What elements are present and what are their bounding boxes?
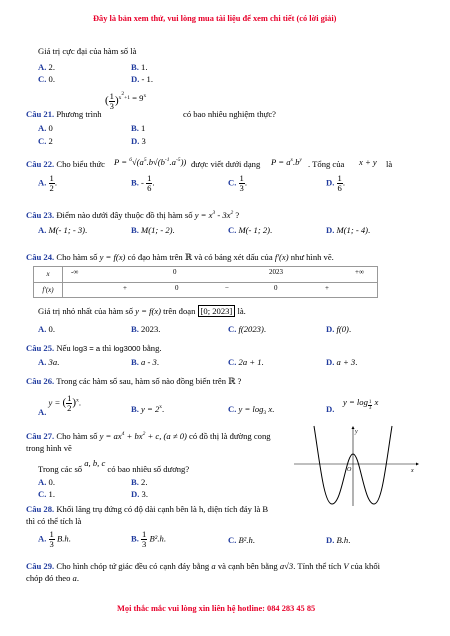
- question-stem: Khối lăng trụ đứng có độ dài cạnh bên là h, diện tích đáy là B: [56, 504, 269, 514]
- frac-num: 1: [49, 173, 54, 183]
- question-mid: được viết dưới dạng: [191, 159, 261, 169]
- ask-text: Trong các số: [38, 464, 83, 474]
- question-26: Câu 26. Trong các hàm số sau, hàm số nào đồng biến trên ℝ ?: [26, 376, 242, 386]
- question-stem: Trong các hàm số sau, hàm số nào đồng biến trên: [56, 376, 227, 386]
- question-number: Câu 26.: [26, 376, 55, 386]
- question-tail2: của khối: [350, 561, 381, 571]
- question-mid: thì: [102, 343, 112, 353]
- equation-21: ( $\frac{1}{3}$ )$^{x^2+1} = 9^x$: [105, 91, 147, 112]
- sign: +: [123, 283, 127, 292]
- sign-table-fp-label: f'(x): [34, 282, 63, 298]
- option-b-text: 1: [141, 62, 146, 72]
- sign-table-x-label: x: [34, 267, 63, 283]
- option-c[interactable]: C. 0.: [38, 74, 55, 84]
- option-b[interactable]: B. M(1; - 2).: [131, 225, 175, 235]
- x-value: +∞: [355, 268, 364, 276]
- question-stem: Nếu: [56, 343, 71, 353]
- question-24: Câu 24. Cho hàm số y = f(x) có đạo hàm trên ℝ và có bảng xét dấu của f'(x) như hình vẽ.: [26, 252, 334, 262]
- option-a[interactable]: A. $\frac{1}{3}$ B.h.: [38, 529, 71, 550]
- question-23: Câu 23. Điểm nào dưới đây thuộc đồ thị hàm số $y = x^3 - 3x^2$ ?: [26, 210, 240, 220]
- question-mid: có đạo hàm trên: [127, 252, 183, 262]
- option-d[interactable]: D. $\frac{1}{6}$ .: [326, 173, 345, 194]
- option-c-text: 2: [48, 136, 53, 146]
- option-d-text: a + 3: [336, 357, 356, 367]
- frac-den: 3: [239, 183, 244, 194]
- ask-text2: có bao nhiêu số dương?: [107, 464, 190, 474]
- option-c[interactable]: C. f(2023).: [228, 324, 266, 334]
- question-stem: Cho hàm số: [56, 252, 98, 262]
- question-mid2: và có bảng xét dấu của: [194, 252, 273, 262]
- option-d[interactable]: D.: [326, 404, 335, 414]
- ask-text3: là.: [237, 306, 246, 316]
- question-25: Câu 25. Nếu log3 = a thì log3000 bằng.: [26, 343, 162, 353]
- option-d-text: - 1: [141, 74, 151, 84]
- option-d-text: B.h: [336, 535, 349, 545]
- ask-text2: trên đoạn: [163, 306, 196, 316]
- question-stem: Phương trình: [56, 109, 102, 119]
- expression-sum: x + y: [359, 157, 377, 167]
- frac-num: 1: [147, 173, 152, 183]
- option-b[interactable]: B. 1: [131, 123, 146, 133]
- question-number: Câu 23.: [26, 210, 55, 220]
- option-d-text: M(1; - 4): [336, 225, 369, 235]
- option-a-text: 0: [48, 477, 53, 487]
- question-tail2: là: [386, 159, 393, 169]
- question-22: [26, 160, 105, 169]
- option-c-text: 0: [48, 74, 53, 84]
- option-d[interactable]: D. M(1; - 4).: [326, 225, 371, 235]
- frac-num: 1: [239, 173, 244, 183]
- question-stem: Giá trị cực đại của hàm số là: [38, 46, 137, 56]
- x-value: -∞: [71, 268, 79, 276]
- frac-den: 6: [337, 183, 342, 194]
- option-c-text: y = log: [238, 404, 264, 414]
- question-21: [26, 110, 102, 119]
- option-d[interactable]: D. f(0).: [326, 324, 352, 334]
- question-number: Câu 28.: [26, 504, 55, 514]
- ask-text: Giá trị nhỏ nhất của hàm số: [38, 306, 133, 316]
- option-a[interactable]: A. 0.: [38, 324, 55, 334]
- question-28: [26, 505, 268, 514]
- sign: +: [325, 283, 329, 292]
- hotline-footer: Mọi thắc mắc vui lòng xin liên hệ hotline: 084 283 45 85: [117, 604, 316, 613]
- question-mid: và cạnh bên bằng: [217, 561, 278, 571]
- option-c[interactable]: C. 2: [38, 136, 53, 146]
- option-d-text: 3: [141, 136, 146, 146]
- option-d[interactable]: D. - 1.: [131, 74, 153, 84]
- question-tail: bằng.: [142, 343, 162, 353]
- option-b-text: 2: [141, 477, 146, 487]
- question-tail: có đồ thị là đường cong: [189, 431, 271, 441]
- option-c-text: 1: [48, 489, 53, 499]
- question-tail: có bao nhiêu nghiệm thực?: [183, 109, 276, 119]
- option-a-text: 0: [48, 324, 53, 334]
- option-a[interactable]: A. 2.: [38, 62, 55, 72]
- option-c[interactable]: C. $y = \log_3 x$.: [228, 404, 275, 416]
- option-a[interactable]: A. $\frac{1}{2}$ .: [38, 173, 57, 194]
- option-d-expr: y = log $_{\frac{1}{3}}$ x: [343, 397, 379, 412]
- option-b[interactable]: B. $y = 2^x$.: [131, 404, 165, 414]
- frac-den: 2: [49, 183, 54, 194]
- option-d[interactable]: D. B.h.: [326, 535, 351, 545]
- question-tail: như hình vẽ.: [290, 252, 334, 262]
- option-a-text: M(- 1; - 3): [48, 225, 86, 235]
- question-stem: Cho biểu thức: [56, 159, 105, 169]
- sign: 0: [175, 283, 179, 292]
- option-c[interactable]: C. 2a + 1.: [228, 357, 264, 367]
- expression-p: $P = ^6√(a^5.b√(b^{-1}.a^{-5}))$: [114, 157, 187, 167]
- option-a[interactable]: A. M(- 1; - 3).: [38, 225, 88, 235]
- option-b-text: a - 3: [141, 357, 157, 367]
- option-c[interactable]: C. B².h.: [228, 535, 255, 545]
- option-a-tail: .: [78, 397, 81, 408]
- option-c-text: M(- 1; 2): [238, 225, 271, 235]
- option-d-text: 3: [141, 489, 146, 499]
- expression-form: $P = a^x.b^y$: [271, 157, 302, 167]
- y-axis-label: y: [355, 429, 358, 435]
- option-c-text: 2a + 1: [238, 357, 262, 367]
- question-line2: trong hình vẽ: [26, 443, 72, 453]
- option-d-text: f(0): [336, 324, 349, 334]
- option-b-text: 1: [141, 123, 146, 133]
- x-value: 0: [173, 268, 177, 276]
- question-number: Câu 22.: [26, 159, 55, 169]
- question-tail: . Tổng của: [308, 159, 345, 169]
- option-c-text: f(2023): [238, 324, 264, 334]
- question-line2: chóp đó theo a.: [26, 573, 80, 583]
- sign: −: [225, 283, 229, 292]
- question-stem: Cho hàm số: [56, 431, 98, 441]
- sign-table: [33, 266, 378, 298]
- option-c-text: B².h: [238, 535, 253, 545]
- quartic-graph: [292, 424, 422, 508]
- option-b[interactable]: B. a - 3.: [131, 357, 159, 367]
- question-ask: Trong các số a, b, c có bao nhiêu số dương?: [38, 458, 190, 474]
- frac-num: 1: [337, 173, 342, 183]
- option-b-text: B².h: [149, 533, 164, 544]
- option-d[interactable]: D. 3: [131, 136, 146, 146]
- question-line2: thì có thể tích là: [26, 516, 82, 526]
- option-d[interactable]: D. a + 3.: [326, 357, 358, 367]
- question-stem: Điểm nào dưới đây thuộc đồ thị hàm số: [56, 210, 193, 220]
- question-tail: . Tính thể tích: [293, 561, 342, 571]
- question-number: Câu 29.: [26, 561, 55, 571]
- line2-text: chóp đó theo: [26, 573, 71, 583]
- option-d[interactable]: D. 3.: [131, 489, 148, 499]
- option-b[interactable]: B. 2.: [131, 477, 148, 487]
- question-stem: Cho hình chóp tứ giác đều có cạnh đáy bằng: [56, 561, 210, 571]
- option-a-text: 0: [48, 123, 53, 133]
- option-b[interactable]: B. 2023.: [131, 324, 161, 334]
- option-b[interactable]: B. $\frac{1}{3}$ B².h.: [131, 529, 166, 550]
- question-27: Câu 27. Cho hàm số $y = ax^4 + bx^2 + c$, (a ≠ 0) có đồ thị là đường cong: [26, 431, 271, 441]
- question-number: Câu 21.: [26, 109, 55, 119]
- option-b[interactable]: B. 1.: [131, 62, 148, 72]
- origin-label: O: [347, 467, 352, 473]
- question-number: Câu 24.: [26, 252, 55, 262]
- option-b-text: M(1; - 2): [141, 225, 173, 235]
- sign: 0: [274, 283, 278, 292]
- question-29: Câu 29. Cho hình chóp tứ giác đều có cạnh đáy bằng a và cạnh bên bằng a√3. Tính thể tích V của khối: [26, 561, 381, 571]
- option-a[interactable]: A. 0: [38, 123, 53, 133]
- option-c[interactable]: C. M(- 1; 2).: [228, 225, 273, 235]
- x-value: 2023: [269, 268, 283, 276]
- frac-den: 6: [147, 183, 152, 194]
- option-c[interactable]: C. $\frac{1}{3}$ .: [228, 173, 247, 194]
- option-d-text: y = log: [343, 397, 368, 407]
- question-24-ask: Giá trị nhỏ nhất của hàm số y = f(x) trên đoạn [0; 2023] là.: [38, 306, 246, 316]
- x-axis-label: x: [411, 468, 414, 474]
- option-a[interactable]: A. y = ( $\frac{1}{2}$ )$^x$.: [38, 393, 81, 418]
- question-number: Câu 27.: [26, 431, 55, 441]
- option-b-text: 2023: [141, 324, 159, 334]
- question-number: Câu 25.: [26, 343, 55, 353]
- x-axis-arrow: [416, 463, 419, 466]
- option-a-text: 2: [48, 62, 53, 72]
- option-b[interactable]: B. - $\frac{1}{6}$ .: [131, 173, 155, 194]
- option-a-text: B.h: [56, 533, 69, 544]
- option-a[interactable]: A. 3a.: [38, 357, 60, 367]
- option-a-text: 3a: [48, 357, 58, 367]
- option-b-text: y = 2: [141, 404, 160, 414]
- preview-notice: Đây là bản xem thử, vui lòng mua tài liệu để xem chi tiết (có lời giải): [93, 14, 337, 23]
- option-a[interactable]: A. 0.: [38, 477, 55, 487]
- option-c[interactable]: C. 1.: [38, 489, 55, 499]
